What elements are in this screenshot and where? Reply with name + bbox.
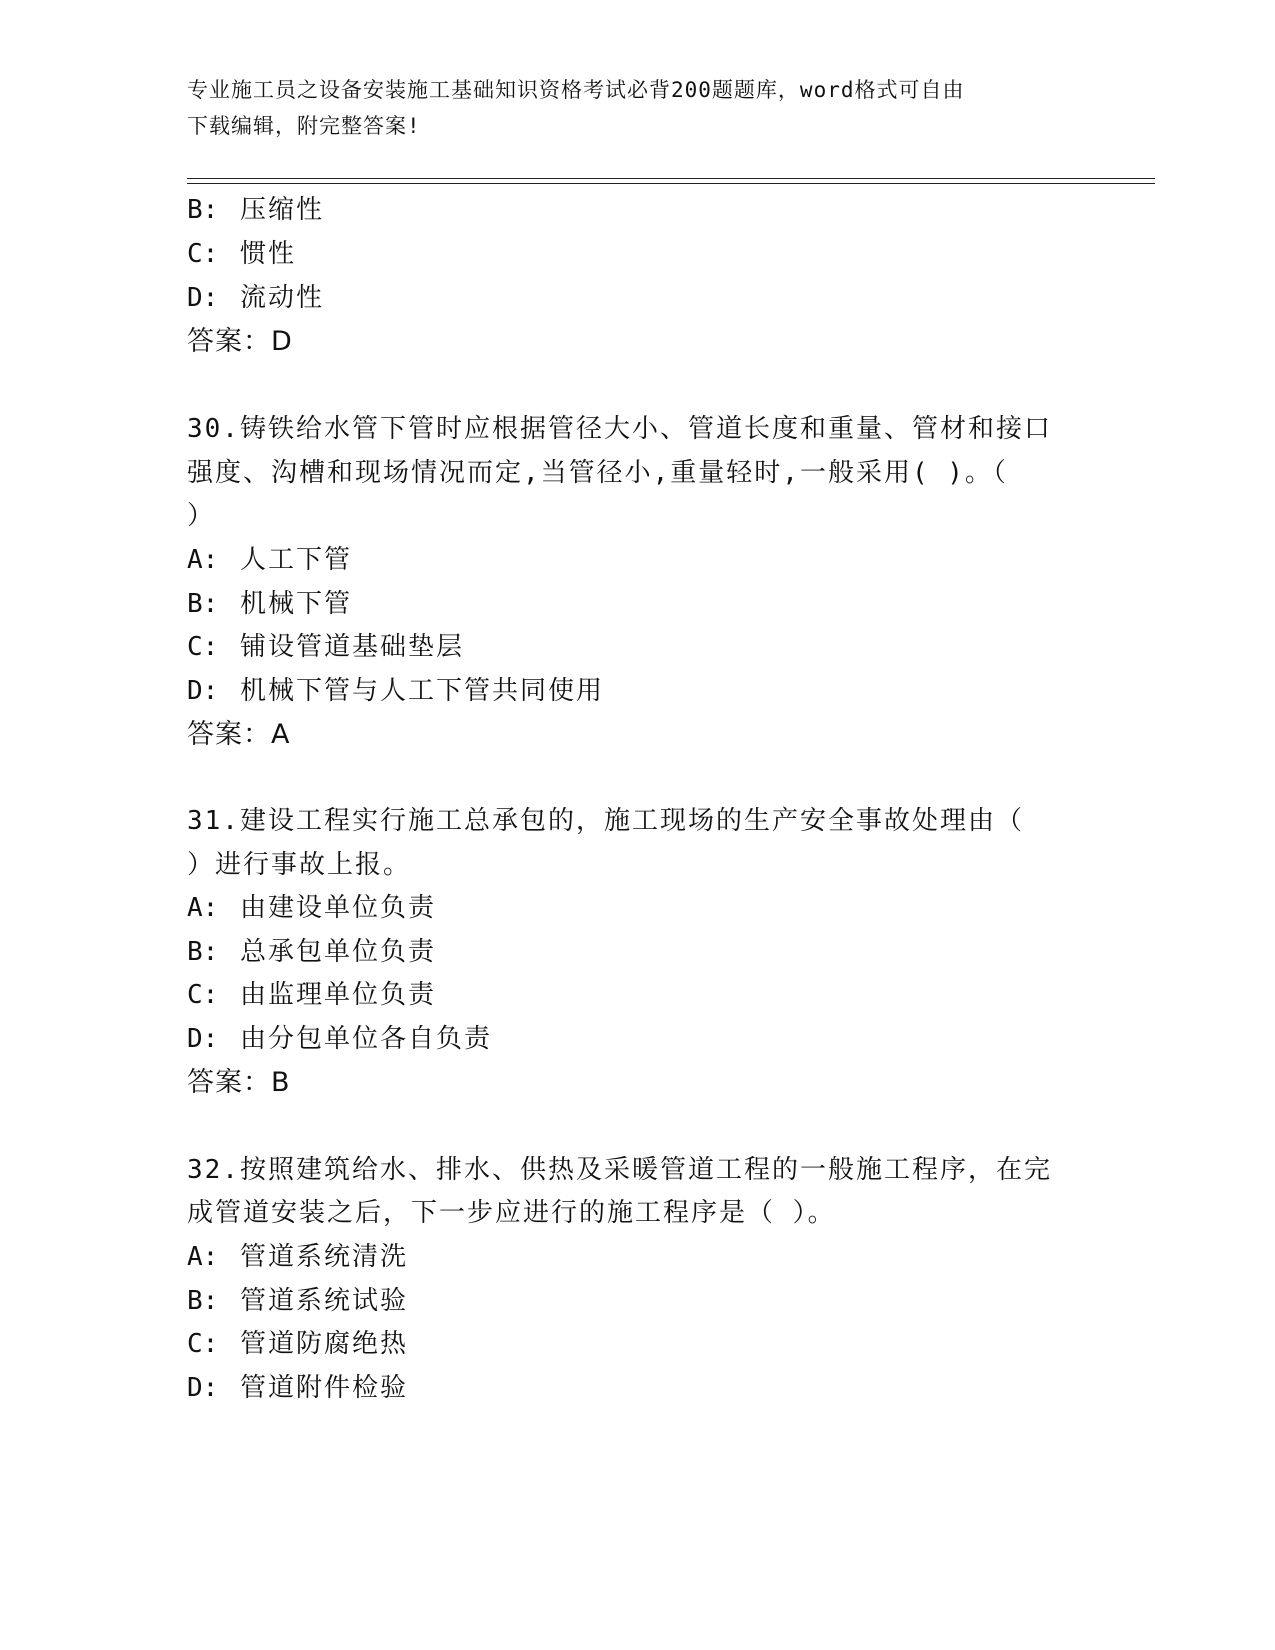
answer-line: 答案：B (187, 1067, 291, 1098)
question-32-line-1: 32.按照建筑给水、排水、供热及采暖管道工程的一般施工程序，在完 (187, 1155, 1052, 1185)
option-letter: C: (187, 1329, 219, 1359)
answer-line: 答案：D (187, 326, 293, 357)
header-line-1: 专业施工员之设备安装施工基础知识资格考试必背200题题库，word格式可自由 (187, 78, 965, 102)
option-letter: D: (187, 676, 219, 706)
option-letter: C: (187, 239, 219, 269)
option-a (187, 891, 436, 925)
option-text: 总承包单位负责 (239, 937, 436, 967)
option-letter: C: (187, 980, 219, 1010)
option-text: 惯性 (239, 239, 296, 269)
option-c (187, 1327, 408, 1361)
option-c (187, 978, 436, 1012)
option-text: 管道系统试验 (239, 1286, 408, 1316)
option-b (187, 587, 352, 621)
option-text: 流动性 (239, 283, 324, 313)
option-d (187, 1371, 408, 1405)
option-b (187, 935, 436, 969)
option-text: 管道附件检验 (239, 1373, 408, 1403)
question-31-line-2: ）进行事故上报。 (187, 850, 412, 880)
option-letter: B: (187, 195, 219, 225)
option-letter: A: (187, 545, 219, 575)
option-letter: B: (187, 937, 219, 967)
option-c (187, 630, 464, 664)
option-text: 机械下管 (239, 589, 352, 619)
option-letter: A: (187, 1242, 219, 1272)
option-text: 铺设管道基础垫层 (239, 632, 464, 662)
option-letter: D: (187, 1373, 219, 1403)
option-letter: D: (187, 1024, 219, 1054)
option-text: 管道防腐绝热 (239, 1329, 408, 1359)
question-30-line-2: 强度、沟槽和现场情况而定,当管径小,重量轻时,一般采用( )。（ (187, 458, 1008, 488)
option-c (187, 237, 296, 271)
option-b (187, 1284, 408, 1318)
header-rule-top (187, 178, 1155, 179)
option-letter: B: (187, 589, 219, 619)
question-30-line-3: ） (187, 501, 216, 531)
option-text: 由分包单位各自负责 (239, 1024, 492, 1054)
option-text: 压缩性 (239, 195, 324, 225)
option-a (187, 1240, 408, 1274)
question-32-line-2: 成管道安装之后，下一步应进行的施工程序是（ ）。 (187, 1198, 836, 1228)
question-30-line-1: 30.铸铁给水管下管时应根据管径大小、管道长度和重量、管材和接口 (187, 414, 1052, 444)
option-d (187, 281, 324, 315)
option-letter: C: (187, 632, 219, 662)
option-letter: B: (187, 1286, 219, 1316)
option-letter: D: (187, 283, 219, 313)
option-b (187, 193, 324, 227)
option-d (187, 674, 604, 708)
option-text: 人工下管 (239, 545, 352, 575)
option-a (187, 543, 352, 577)
option-text: 管道系统清洗 (239, 1242, 408, 1272)
option-text: 由监理单位负责 (239, 980, 436, 1010)
option-text: 由建设单位负责 (239, 893, 436, 923)
option-letter: A: (187, 893, 219, 923)
header-rule-bottom (187, 183, 1155, 184)
answer-line: 答案：A (187, 719, 291, 750)
question-31-line-1: 31.建设工程实行施工总承包的，施工现场的生产安全事故处理由（ (187, 806, 1024, 836)
option-d (187, 1022, 492, 1056)
header-line-2: 下载编辑，附完整答案! (187, 114, 421, 138)
document-header (187, 72, 1067, 144)
option-text: 机械下管与人工下管共同使用 (239, 676, 604, 706)
